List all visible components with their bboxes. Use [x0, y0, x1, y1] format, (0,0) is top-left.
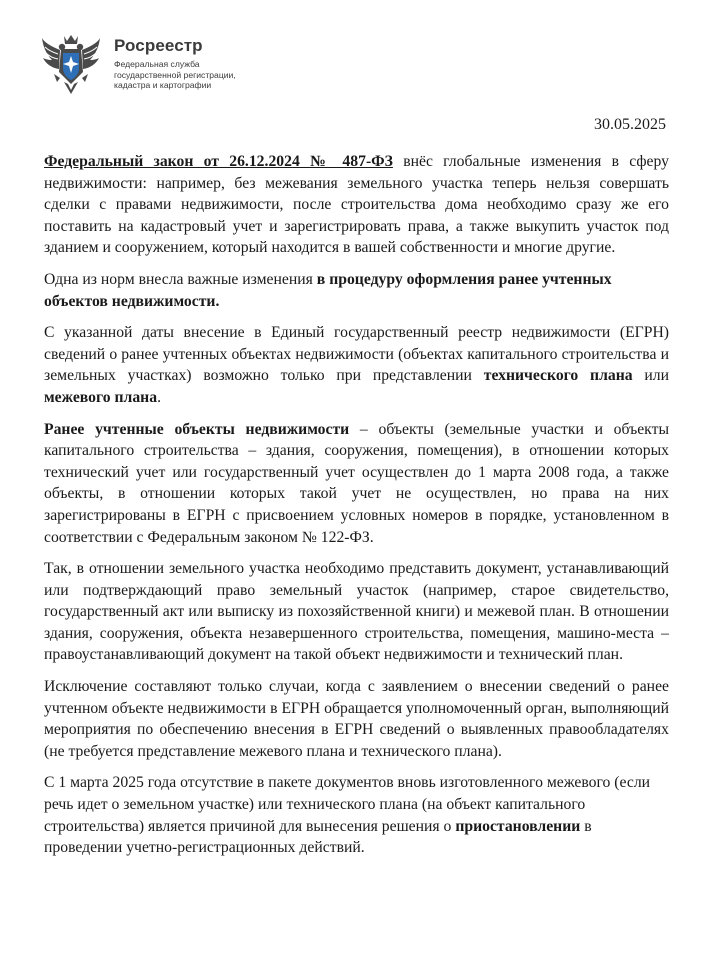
technical-plan-term: технического плана: [483, 367, 633, 385]
paragraph-5-text: Так, в отношении земельного участка необходимо представить документ, устанавливающий или подтверждающий право земельный участок (например, старое свидетельство, государственный акт или выписку из похозяйственной книги) и межевой план. В отношении здания, сооружения, объекта незавершенного строительства, помещения, машино-места – правоустанавливающий документ на такой объект недвижимости и технический план.: [44, 560, 669, 664]
paragraph-1-text: внёс глобальные изменения в сферу недвижимости: например, без межевания земельного участка теперь нельзя совершать сделки с правами недвижимости, после строительства дома необходимо сразу же его поставить на кадастровый учет и зарегистрировать права, а также выкупить участок под зданием и сооружением, который находится в вашей собственности и многие другие.: [44, 153, 669, 257]
paragraph-5: [44, 558, 669, 666]
paragraph-7-text: С 1 марта 2025 года отсутствие в пакете документов вновь изготовленного межевого (если речь идет о земельном участке) или технического плана (на объект капитального строительства) является причиной для вынесения решения о: [44, 774, 651, 835]
paragraph-6-text: Исключение составляют только случаи, когда с заявлением о внесении сведений о ранее учтенном объекте недвижимости в ЕГРН обращается уполномоченный орган, выполняющий мероприятия по обеспечению внесения в ЕГРН сведений о выявленных правообладателях (не требуется представление межевого плана и технического плана).: [44, 678, 669, 760]
brand-name: Росреестр: [114, 36, 203, 55]
brand-subtitle: [114, 59, 314, 91]
paragraph-7-end: в проведении учетно-регистрационных действий.: [44, 817, 592, 857]
definition-term: Ранее учтенные объекты недвижимости: [44, 420, 350, 438]
paragraph-7: [44, 772, 669, 858]
article-body: [44, 151, 669, 869]
brand-sub-line-2: государственной регистрации,: [114, 69, 236, 80]
paragraph-4-text: – объекты (земельные участки и объекты капитального строительства – здания, сооружения, помещения), в отношении которых технический учет или государственный учет осуществлен до 1 марта 2008 года, а также объекты, в отношении которых такой учет не осуществлен, но права на них зарегистрированы в ЕГРН с присвоением условных номеров в порядке, установленном в соответствии с Федеральным законом № 122-ФЗ.: [44, 420, 669, 546]
paragraph-3: [44, 322, 669, 408]
eagle-emblem-icon: [40, 32, 102, 98]
suspension-term: приостановлении: [455, 817, 581, 835]
paragraph-1: [44, 151, 669, 259]
paragraph-3-text: С указанной даты внесение в Единый государственный реестр недвижимости (ЕГРН) сведений о ранее учтенных объектах недвижимости (объектах капитального строительства и земельных участках) возможно только при представлении: [44, 324, 669, 385]
paragraph-3-end: .: [157, 388, 161, 406]
brand-sub-line-3: кадастра и картографии: [114, 80, 212, 90]
paragraph-2-text: Одна из норм внесла важные изменения: [44, 270, 317, 288]
paragraph-3-mid: или: [632, 367, 670, 385]
paragraph-2-bold: в процедуру оформления ранее учтенных объектов недвижимости.: [44, 270, 612, 310]
paragraph-6: [44, 676, 669, 762]
paragraph-2: [44, 269, 669, 312]
document-date: 30.05.2025: [594, 116, 666, 133]
boundary-plan-term: межевого плана: [44, 388, 158, 406]
paragraph-4: [44, 419, 669, 549]
rosreestr-logo: [40, 32, 300, 102]
brand-sub-line-1: Федеральная служба: [114, 59, 200, 69]
law-reference[interactable]: Федеральный закон от 26.12.2024 № 487-ФЗ: [44, 153, 393, 170]
